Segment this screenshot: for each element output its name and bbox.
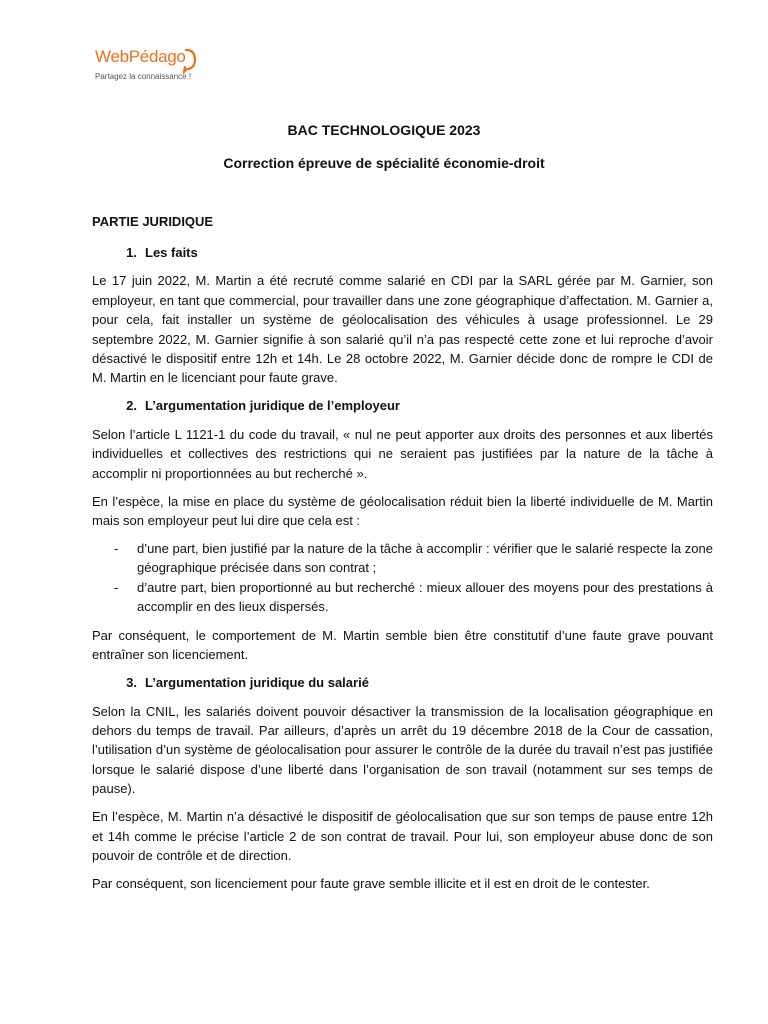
dash-marker: - xyxy=(114,541,119,557)
paragraph-article: Selon l’article L 1121-1 du code du travail, « nul ne peut apporter aux droits des personnes et aux libertés individuelles et collectives des restrictions qui ne seraient pas justifiées par la nature de la tâche à accomplir ni proportionnées au but recherché ». xyxy=(92,426,713,481)
document-title: BAC TECHNOLOGIQUE 2023 xyxy=(287,122,481,138)
logo-tagline: Partagez la connaissance ! xyxy=(95,72,192,81)
list-item xyxy=(92,578,713,617)
paragraph-consequence-employeur: Par conséquent, le comportement de M. Martin semble bien être constitutif d’une faute grave pouvant entraîner son licenciement. xyxy=(92,627,713,663)
paragraph-faits: Le 17 juin 2022, M. Martin a été recruté comme salarié en CDI par la SARL gérée par M. Garnier, son employeur, en tant que commercial, pour travailler dans une zone géographique d’affectation. M. Garnier a, pour cela, fait installer un système de géolocalisation des véhicules à usage professionnel. Le 29 septembre 2022, M. Garnier signifie à son salarié qu’il n’a pas respecté cette zone et lui reproche d’avoir désactivé le dispositif entre 12h et 14h. Le 28 octobre 2022, M. Garnier décide donc de rompre le CDI de M. Martin en le licenciant pour faute grave. xyxy=(92,273,713,386)
paragraph-consequence-salarie: Par conséquent, son licenciement pour faute grave semble illicite et il est en droit de le contester. xyxy=(92,875,650,891)
heading-number: 2. xyxy=(126,398,137,414)
heading-number: 1. xyxy=(126,245,137,260)
paragraph-espece-employeur: En l’espèce, la mise en place du système de géolocalisation réduit bien la liberté individuelle de M. Martin mais son employeur peut lui dire que cela est : xyxy=(92,493,713,529)
dash-marker: - xyxy=(114,579,119,595)
speech-bubble-icon xyxy=(183,48,197,74)
heading-text: Les faits xyxy=(145,245,198,260)
paragraph-espece-salarie: En l’espèce, M. Martin n’a désactivé le dispositif de géolocalisation que sur son temps de pause entre 12h et 14h comme le précise l’article 2 de son contrat de travail. Pour lui, son employeur abuse donc de son pouvoir de contrôle et de direction. xyxy=(92,809,713,863)
heading-faits xyxy=(92,243,713,262)
heading-text: L’argumentation juridique du salarié xyxy=(145,675,369,691)
section-heading: PARTIE JURIDIQUE xyxy=(92,214,214,229)
list-item-text: d’une part, bien justifié par la nature de la tâche à accomplir : vérifier que le salarié respecte la zone géographique précisée dans son contrat ; xyxy=(137,541,713,576)
document-subtitle: Correction épreuve de spécialité économie-droit xyxy=(223,155,545,171)
document-body xyxy=(92,243,713,902)
webpedago-logo xyxy=(95,46,215,96)
logo-name: WebPédago xyxy=(95,47,186,66)
heading-text: L’argumentation juridique de l’employeur xyxy=(145,398,400,414)
list-item xyxy=(92,539,713,578)
justification-list xyxy=(92,539,713,617)
heading-salarie xyxy=(92,673,713,692)
heading-number: 3. xyxy=(126,675,137,691)
heading-employeur xyxy=(92,396,713,415)
paragraph-cnil: Selon la CNIL, les salariés doivent pouvoir désactiver la transmission de la localisation géographique en dehors du temps de travail. Par ailleurs, d’après un arrêt du 19 décembre 2018 de la Cour de cassation, l’utilisation d’un système de géolocalisation pour assurer le contrôle de la durée du travail n’est pas justifiée lorsque le salarié dispose d’une liberté dans l’organisation de son travail (notamment sur ses temps de pause). xyxy=(92,703,713,797)
list-item-text: d’autre part, bien proportionné au but recherché : mieux allouer des moyens pour des prestations à accomplir en des lieux dispersés. xyxy=(137,579,713,615)
